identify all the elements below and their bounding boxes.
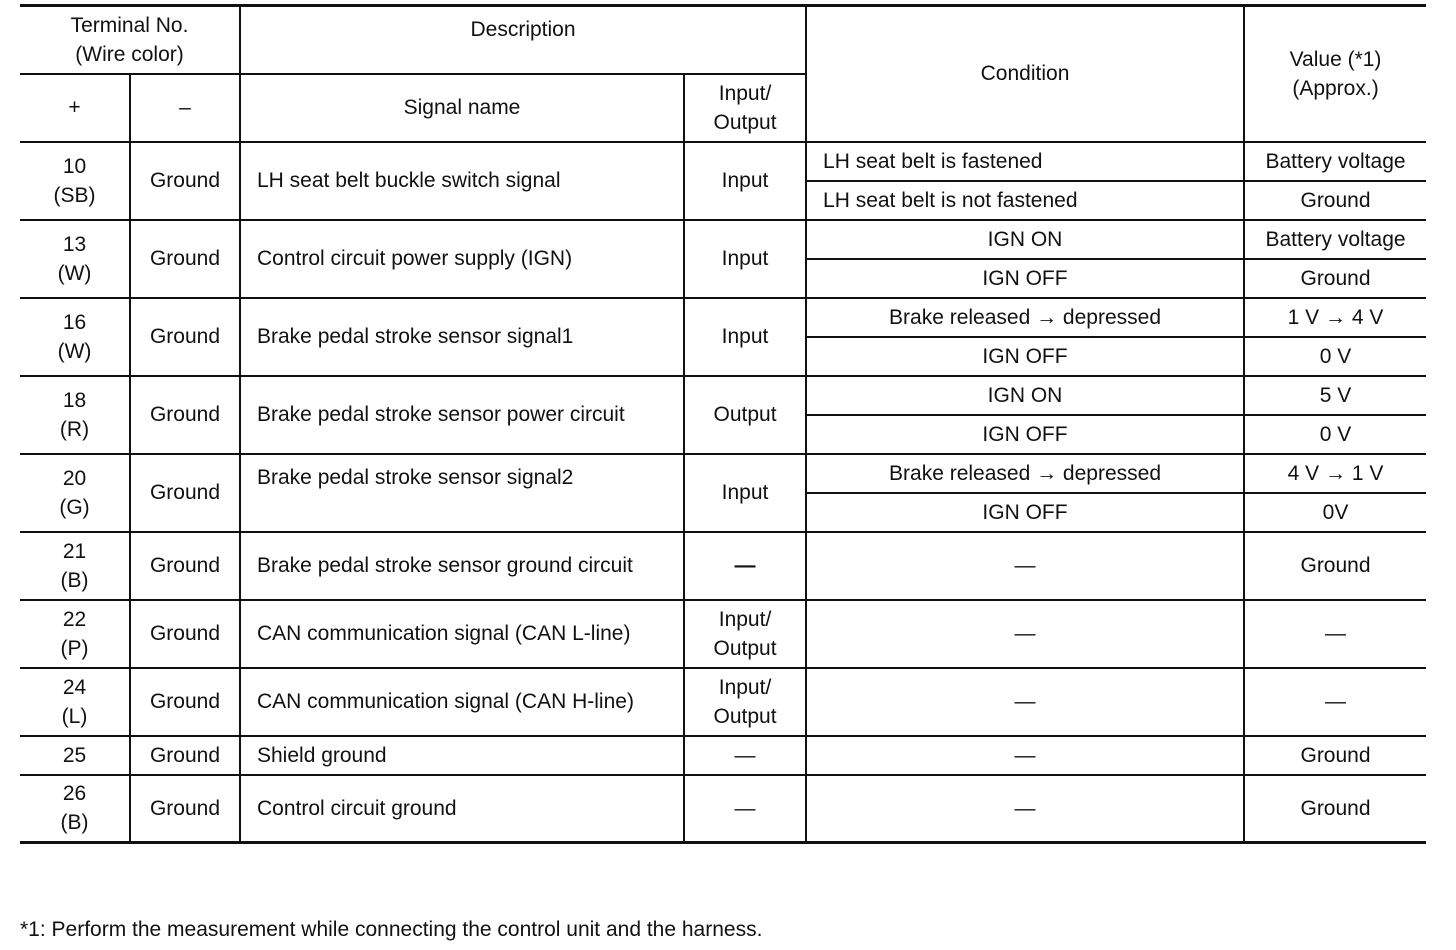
condition-cell: Brake released → depressed — [806, 298, 1244, 337]
header-plus: + — [20, 74, 130, 142]
input-output-cell — [684, 220, 806, 298]
wire-color: (W) — [57, 261, 92, 285]
table-row — [20, 220, 1426, 259]
wire-color: (W) — [57, 339, 92, 363]
header-description: Description — [240, 6, 806, 74]
value-cell: 0 V — [1244, 415, 1426, 454]
header-condition: Condition — [806, 6, 1244, 142]
io-line1: Output — [713, 403, 777, 426]
terminal-cell — [20, 775, 130, 843]
input-output-cell — [684, 142, 806, 220]
condition-cell: IGN ON — [806, 220, 1244, 259]
value-cell: Ground — [1244, 259, 1426, 298]
signal-name-cell: CAN communication signal (CAN H-line) — [240, 668, 684, 736]
value-cell: Battery voltage — [1244, 142, 1426, 181]
condition-cell: IGN ON — [806, 376, 1244, 415]
wire-color: (G) — [59, 495, 90, 519]
minus-terminal-cell: Ground — [130, 298, 240, 376]
signal-name-cell: Control circuit ground — [240, 775, 684, 843]
io-line1: — — [734, 796, 756, 820]
header-value-label: Value (*1) — [1289, 47, 1382, 71]
condition-cell: IGN OFF — [806, 337, 1244, 376]
input-output-cell — [684, 775, 806, 843]
minus-terminal-cell: Ground — [130, 220, 240, 298]
value-cell: 5 V — [1244, 376, 1426, 415]
io-line1: Input — [721, 247, 769, 270]
io-line1: Input/ — [718, 607, 772, 631]
wire-color: (L) — [61, 704, 88, 728]
input-output-cell — [684, 376, 806, 454]
condition-cell: Brake released → depressed — [806, 454, 1244, 493]
condition-cell: IGN OFF — [806, 493, 1244, 532]
condition-cell: — — [806, 532, 1244, 600]
wire-color: (P) — [60, 636, 89, 660]
value-cell: Ground — [1244, 532, 1426, 600]
terminal-number: 20 — [62, 466, 87, 490]
condition-cell: — — [806, 775, 1244, 843]
condition-cell: LH seat belt is fastened — [806, 142, 1244, 181]
condition-cell: — — [806, 668, 1244, 736]
terminal-number: 16 — [62, 310, 87, 334]
table-row — [20, 376, 1426, 415]
table-row — [20, 600, 1426, 668]
footnote: *1: Perform the measurement while connecting the control unit and the harness. — [20, 918, 763, 941]
input-output-cell — [684, 736, 806, 775]
header-value — [1244, 6, 1426, 142]
terminal-number: 26 — [62, 782, 87, 806]
terminal-number: 22 — [62, 607, 87, 631]
table-row — [20, 142, 1426, 181]
io-line1: Input — [721, 481, 769, 504]
minus-terminal-cell: Ground — [130, 142, 240, 220]
header-io-line1: Input/ — [718, 81, 772, 105]
signal-name-cell: Brake pedal stroke sensor signal2 — [240, 454, 684, 532]
terminal-cell — [20, 600, 130, 668]
io-line1: Input — [721, 325, 769, 348]
value-cell: Ground — [1244, 181, 1426, 220]
signal-name-cell: Brake pedal stroke sensor signal1 — [240, 298, 684, 376]
signal-name-cell: Shield ground — [240, 736, 684, 775]
signal-name-cell: Brake pedal stroke sensor power circuit — [240, 376, 684, 454]
wire-color: (SB) — [53, 183, 96, 207]
header-terminal-no-label: Terminal No. — [70, 13, 189, 37]
minus-terminal-cell: Ground — [130, 736, 240, 775]
value-cell: 1 V → 4 V — [1244, 298, 1426, 337]
terminal-cell — [20, 298, 130, 376]
condition-cell: — — [806, 600, 1244, 668]
io-line2: Output — [713, 704, 777, 728]
io-line1: — — [734, 554, 756, 577]
io-line1: — — [734, 743, 756, 767]
terminal-cell — [20, 668, 130, 736]
signal-name-cell: CAN communication signal (CAN L-line) — [240, 600, 684, 668]
terminal-number: 13 — [62, 232, 87, 256]
table-row — [20, 736, 1426, 775]
terminal-spec-table — [20, 4, 1426, 844]
wire-color: (R) — [59, 417, 90, 441]
value-cell: — — [1244, 668, 1426, 736]
table-row — [20, 532, 1426, 600]
terminal-cell — [20, 736, 130, 775]
header-signal-name: Signal name — [240, 74, 684, 142]
minus-terminal-cell: Ground — [130, 532, 240, 600]
terminal-cell — [20, 454, 130, 532]
terminal-cell — [20, 142, 130, 220]
table-row — [20, 454, 1426, 493]
condition-cell: LH seat belt is not fastened — [806, 181, 1244, 220]
header-terminal-no — [20, 6, 240, 74]
value-cell: — — [1244, 600, 1426, 668]
io-line1: Input/ — [718, 675, 772, 699]
minus-terminal-cell: Ground — [130, 775, 240, 843]
condition-cell: — — [806, 736, 1244, 775]
terminal-number: 25 — [62, 743, 87, 767]
terminal-number: 24 — [62, 675, 87, 699]
header-io-line2: Output — [713, 110, 777, 134]
condition-cell: IGN OFF — [806, 415, 1244, 454]
terminal-cell — [20, 532, 130, 600]
terminal-cell — [20, 220, 130, 298]
minus-terminal-cell: Ground — [130, 600, 240, 668]
table-header — [20, 6, 1426, 142]
signal-name-cell: LH seat belt buckle switch signal — [240, 142, 684, 220]
terminal-number: 21 — [62, 539, 87, 563]
input-output-cell — [684, 454, 806, 532]
value-cell: Ground — [1244, 775, 1426, 843]
value-cell: 4 V → 1 V — [1244, 454, 1426, 493]
header-approx-label: (Approx.) — [1292, 76, 1379, 100]
table-row — [20, 668, 1426, 736]
value-cell: Battery voltage — [1244, 220, 1426, 259]
input-output-cell — [684, 600, 806, 668]
table-row — [20, 298, 1426, 337]
header-minus: – — [130, 74, 240, 142]
header-wire-color-label: (Wire color) — [75, 42, 184, 66]
header-row-1 — [20, 6, 1426, 74]
terminal-number: 10 — [62, 154, 87, 178]
signal-name-cell: Brake pedal stroke sensor ground circuit — [240, 532, 684, 600]
value-cell: Ground — [1244, 736, 1426, 775]
input-output-cell — [684, 532, 806, 600]
io-line1: Input — [721, 169, 769, 192]
io-line2: Output — [713, 636, 777, 660]
terminal-number: 18 — [62, 388, 87, 412]
wire-color: (B) — [60, 811, 89, 835]
signal-name-cell: Control circuit power supply (IGN) — [240, 220, 684, 298]
header-input-output — [684, 74, 806, 142]
value-cell: 0V — [1244, 493, 1426, 532]
value-cell: 0 V — [1244, 337, 1426, 376]
minus-terminal-cell: Ground — [130, 668, 240, 736]
minus-terminal-cell: Ground — [130, 454, 240, 532]
input-output-cell — [684, 298, 806, 376]
condition-cell: IGN OFF — [806, 259, 1244, 298]
table-body — [20, 142, 1426, 843]
terminal-cell — [20, 376, 130, 454]
input-output-cell — [684, 668, 806, 736]
wire-color: (B) — [60, 568, 89, 592]
minus-terminal-cell: Ground — [130, 376, 240, 454]
table-row — [20, 775, 1426, 843]
